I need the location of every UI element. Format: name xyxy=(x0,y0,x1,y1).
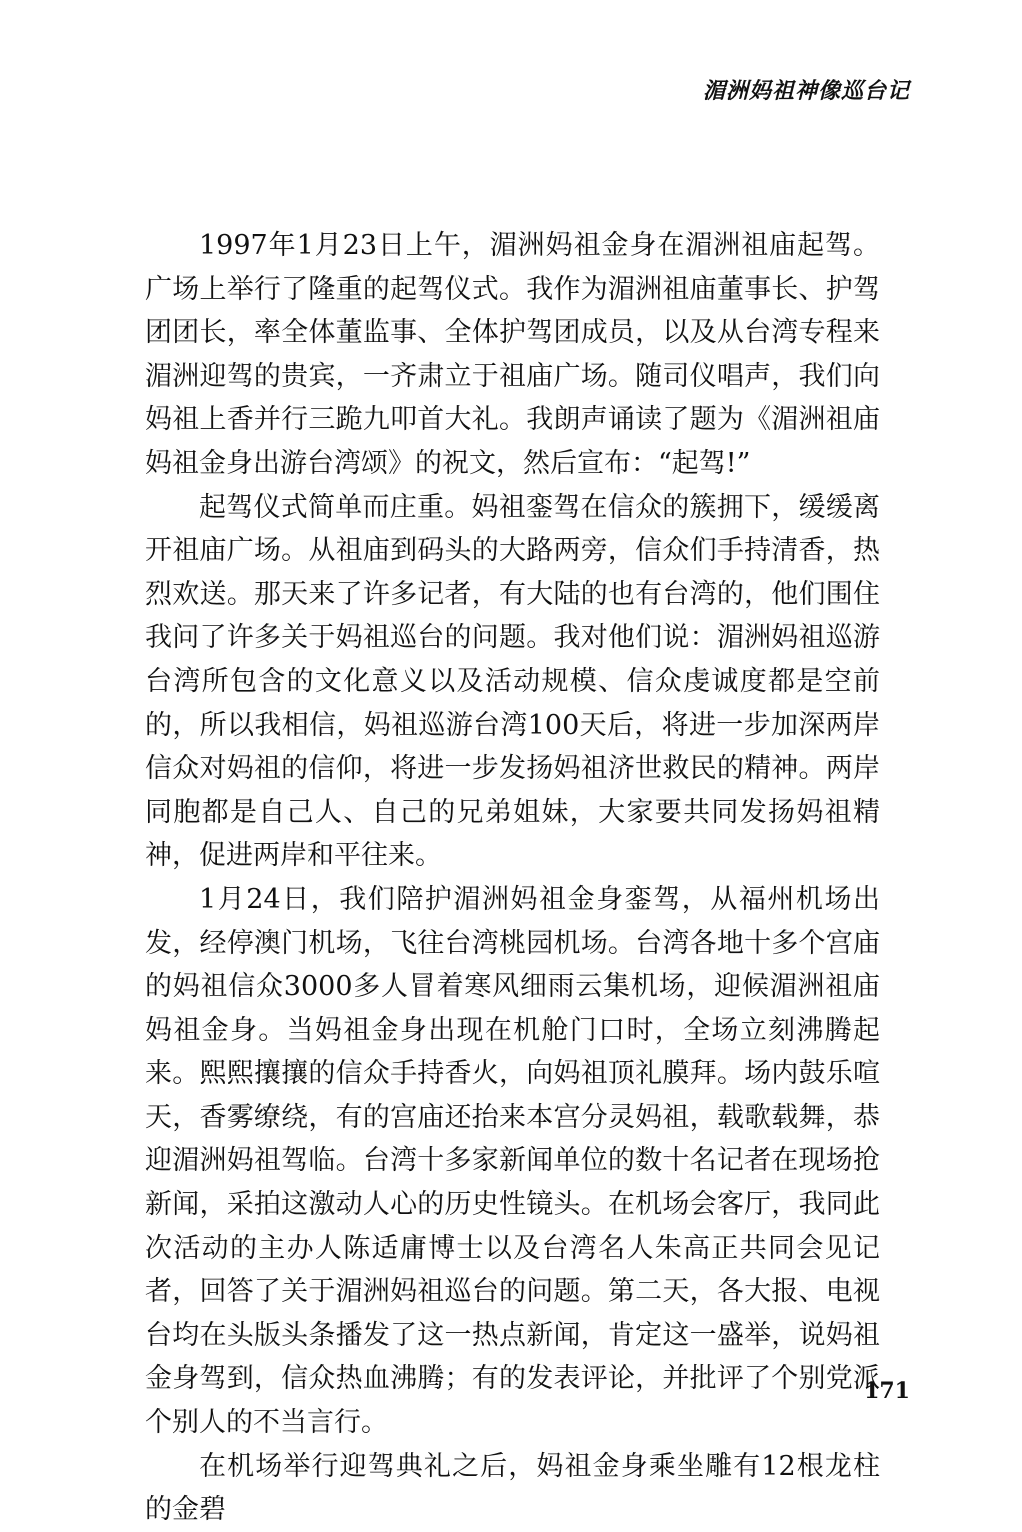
page-number: 171 xyxy=(864,1378,910,1404)
paragraph-3: 1月24日，我们陪护湄洲妈祖金身銮驾，从福州机场出发，经停澳门机场，飞往台湾桃园机场。台湾各地十多个宫庙的妈祖信众3000多人冒着寒风细雨云集机场，迎候湄洲祖庙妈祖金身。当妈祖金身出现在机舱门口时，全场立刻沸腾起来。熙熙攘攘的信众手持香火，向妈祖顶礼膜拜。场内鼓乐喧天，香雾缭绕，有的宫庙还抬来本宫分灵妈祖，载歌载舞，恭迎湄洲妈祖驾临。台湾十多家新闻单位的数十名记者在现场抢新闻，采拍这激动人心的历史性镜头。在机场会客厅，我同此次活动的主办人陈适庸博士以及台湾名人朱高正共同会见记者，回答了关于湄洲妈祖巡台的问题。第二天，各大报、电视台均在头版头条播发了这一热点新闻，肯定这一盛举，说妈祖金身驾到，信众热血沸腾；有的发表评论，并批评了个别党派个别人的不当言行。 xyxy=(145,883,880,1439)
paragraph-2: 起驾仪式简单而庄重。妈祖銮驾在信众的簇拥下，缓缓离开祖庙广场。从祖庙到码头的大路两旁，信众们手持清香，热烈欢送。那天来了许多记者，有大陆的也有台湾的，他们围住我问了许多关于妈祖巡台的问题。我对他们说：湄洲妈祖巡游台湾所包含的文化意义以及活动规模、信众虔诚度都是空前的，所以我相信，妈祖巡游台湾100天后，将进一步加深两岸信众对妈祖的信仰，将进一步发扬妈祖济世救民的精神。两岸同胞都是自己人、自己的兄弟姐妹，大家要共同发扬妈祖精神，促进两岸和平往来。 xyxy=(145,491,880,872)
paragraph-4: 在机场举行迎驾典礼之后，妈祖金身乘坐雕有12根龙柱的金碧 xyxy=(145,1450,880,1526)
body-text xyxy=(145,224,880,1532)
paragraph-1: 1997年1月23日上午，湄洲妈祖金身在湄洲祖庙起驾。广场上举行了隆重的起驾仪式。我作为湄洲祖庙董事长、护驾团团长，率全体董监事、全体护驾团成员，以及从台湾专程来湄洲迎驾的贵宾，一齐肃立于祖庙广场。随司仪唱声，我们向妈祖上香并行三跪九叩首大礼。我朗声诵读了题为《湄洲祖庙妈祖金身出游台湾颂》的祝文，然后宣布：“起驾!” xyxy=(145,230,880,479)
running-header: 湄洲妈祖神像巡台记 xyxy=(702,78,910,104)
